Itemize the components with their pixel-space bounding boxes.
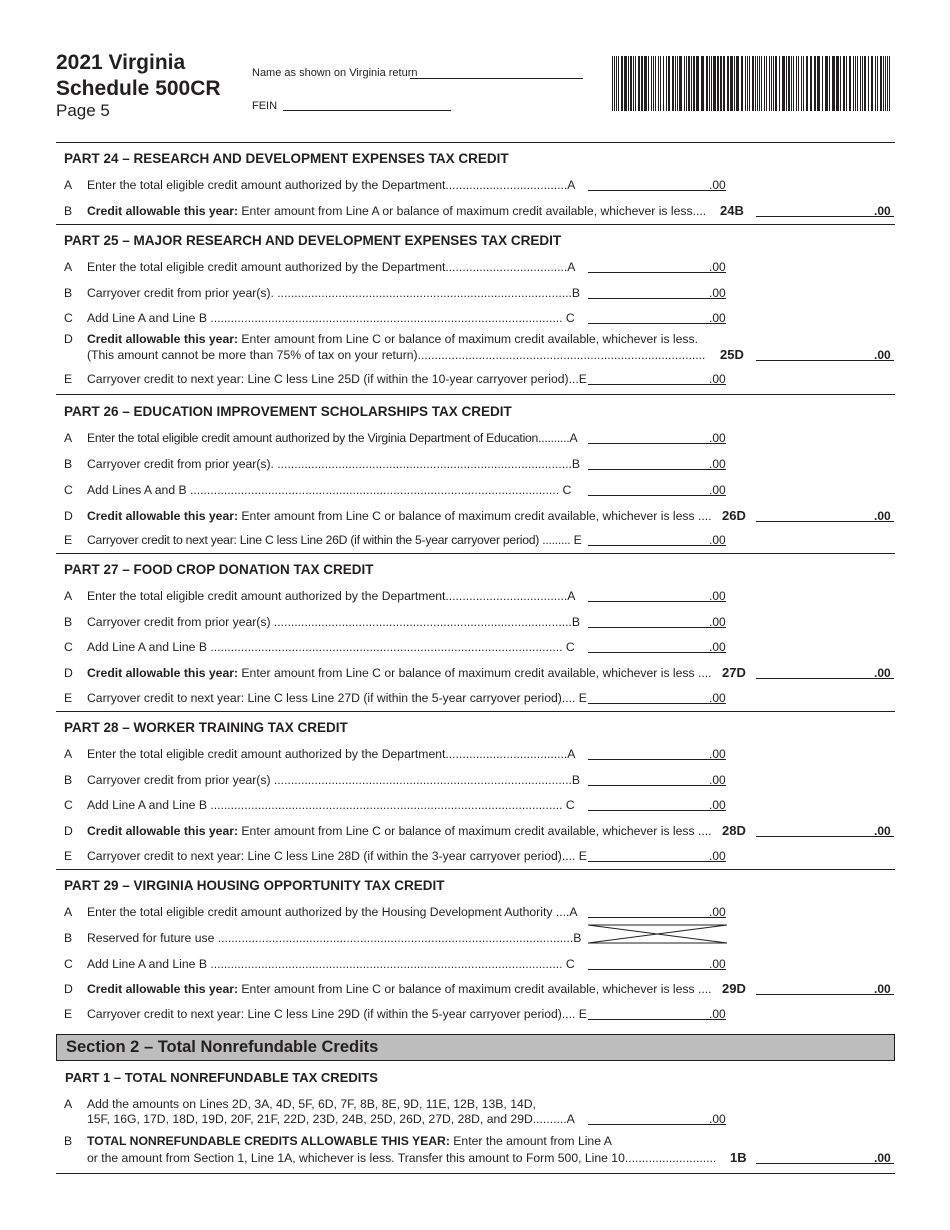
barcode-bar: [771, 56, 772, 111]
part28-title: PART 28 – WORKER TRAINING TAX CREDIT: [64, 720, 348, 735]
barcode-bar: [655, 56, 656, 111]
divider: [56, 224, 895, 225]
part25-e-field[interactable]: [588, 384, 726, 385]
barcode-bar: [860, 56, 861, 111]
barcode-bar: [717, 56, 719, 111]
fein-label: FEIN: [252, 100, 278, 112]
part26-line-c: C Add Lines A and B ............................................................................................................. C .00: [64, 483, 726, 497]
barcode-bar: [663, 56, 664, 111]
barcode-bar: [691, 56, 692, 111]
barcode-bar: [688, 56, 690, 111]
barcode-bar: [849, 56, 851, 111]
barcode-bar: [782, 56, 785, 111]
name-label: Name as shown on Virginia return: [252, 67, 418, 79]
part25-c-field[interactable]: [588, 323, 726, 324]
part28-line-e: E Carryover credit to next year: Line C less Line 28D (if within the 3-year carryover period).... E .00: [64, 849, 726, 863]
name-field[interactable]: [410, 78, 583, 79]
part27-line-d: D Credit allowable this year: Enter amount from Line C or balance of maximum credit available, whichever is less .... 27D .00: [64, 664, 895, 682]
barcode-bar: [720, 56, 722, 111]
barcode-bar: [618, 56, 619, 111]
barcode-bar: [798, 56, 799, 111]
barcode-bar: [764, 56, 765, 111]
barcode-bar: [755, 56, 756, 111]
divider: [56, 869, 895, 870]
part26-b-field[interactable]: [588, 469, 726, 470]
barcode-bar: [752, 56, 754, 111]
barcode-bar: [734, 56, 735, 111]
barcode-bar: [660, 56, 661, 111]
barcode-bar: [840, 56, 841, 111]
divider: [56, 553, 895, 554]
barcode-bar: [887, 56, 888, 111]
part28-line-a: A Enter the total eligible credit amount authorized by the Department....................................A .00: [64, 747, 726, 761]
barcode-bar: [711, 56, 712, 111]
part29-line-d: D Credit allowable this year: Enter amount from Line C or balance of maximum credit available, whichever is less .... 29D .00: [64, 980, 895, 998]
barcode-bar: [832, 56, 835, 111]
barcode-bar: [773, 56, 774, 111]
barcode-bar: [880, 56, 882, 111]
page-number: Page 5: [56, 101, 110, 120]
barcode-bar: [635, 56, 636, 111]
barcode-bar: [766, 56, 767, 111]
barcode-bar: [822, 56, 823, 111]
barcode-bar: [857, 56, 858, 111]
part28-e-field[interactable]: [588, 861, 726, 862]
part29-line-e: E Carryover credit to next year: Line C less Line 29D (if within the 5-year carryover period).... E .00: [64, 1007, 726, 1021]
barcode-bar: [803, 56, 804, 111]
barcode-bar: [759, 56, 760, 111]
part29-line-c: C Add Line A and Line B ........................................................................................................ C .00: [64, 957, 726, 971]
barcode-bar: [846, 56, 847, 111]
part28-line-c: C Add Line A and Line B ........................................................................................................ C .00: [64, 798, 726, 812]
barcode-bar: [668, 56, 670, 111]
barcode-bar: [624, 56, 627, 111]
barcode-bar: [761, 56, 762, 111]
barcode-bar: [801, 56, 802, 111]
barcode-bar: [877, 56, 878, 111]
barcode-bar: [747, 56, 748, 111]
part24-line-a: A Enter the total eligible credit amount authorized by the Department....................................A .00: [64, 178, 726, 192]
barcode-bar: [706, 56, 708, 111]
barcode-bar: [741, 56, 743, 111]
part26-line-e: E Carryover credit to next year: Line C less Line 26D (if within the 5-year carryover period) ......... E .00: [64, 533, 726, 547]
barcode-bar: [871, 56, 873, 111]
barcode-bar: [836, 56, 839, 111]
barcode-bar: [628, 56, 629, 111]
divider: [56, 711, 895, 712]
part26-e-field[interactable]: [588, 545, 726, 546]
part25-line-d-cont: (This amount cannot be more than 75% of tax on your return)..................................................................................... 25D .00: [64, 346, 895, 364]
part25-b-field[interactable]: [588, 298, 726, 299]
section2-header: [56, 1034, 895, 1061]
barcode-bar: [883, 56, 884, 111]
barcode-bar: [684, 56, 685, 111]
section2-a-field[interactable]: [588, 1124, 726, 1125]
barcode-bar: [796, 56, 797, 111]
barcode-bar: [672, 56, 674, 111]
part27-line-c: C Add Line A and Line B ........................................................................................................ C .00: [64, 640, 726, 654]
part28-line-d: D Credit allowable this year: Enter amount from Line C or balance of maximum credit available, whichever is less .... 28D .00: [64, 822, 895, 840]
divider: [56, 142, 895, 143]
barcode-bar: [868, 56, 869, 111]
barcode-bar: [745, 56, 746, 111]
part26-line-d: D Credit allowable this year: Enter amount from Line C or balance of maximum credit available, whichever is less .... 26D .00: [64, 507, 895, 525]
barcode-bar: [644, 56, 647, 111]
barcode-bar: [769, 56, 770, 111]
part24-title: PART 24 – RESEARCH AND DEVELOPMENT EXPENSES TAX CREDIT: [64, 151, 509, 166]
barcode-bar: [889, 56, 890, 111]
part25-title: PART 25 – MAJOR RESEARCH AND DEVELOPMENT EXPENSES TAX CREDIT: [64, 233, 562, 248]
section2-line-b: B TOTAL NONREFUNDABLE CREDITS ALLOWABLE THIS YEAR: Enter the amount from Line A: [64, 1134, 612, 1148]
barcode-bar: [855, 56, 856, 111]
barcode-bar: [658, 56, 659, 111]
barcode-bar: [633, 56, 634, 111]
barcode-bar: [666, 56, 667, 111]
part29-line-a: A Enter the total eligible credit amount authorized by the Housing Development Authority ....A .00: [64, 905, 726, 919]
section2-line-b-cont: or the amount from Section 1, Line 1A, whichever is less. Transfer this amount to Form 500, Line 10........................... 1B .00: [64, 1149, 895, 1167]
part25-a-field[interactable]: [588, 272, 726, 273]
part25-line-c: C Add Line A and Line B ........................................................................................................ C .00: [64, 311, 726, 325]
barcode-bar: [793, 56, 794, 111]
barcode-bar: [616, 56, 617, 111]
part27-e-field[interactable]: [588, 703, 726, 704]
divider: [56, 1173, 895, 1174]
part28-a-field[interactable]: [588, 759, 726, 760]
barcode-bar: [709, 56, 710, 111]
part25-line-a: A Enter the total eligible credit amount authorized by the Department....................................A .00: [64, 260, 726, 274]
part25-line-d: D Credit allowable this year: Enter amount from Line C or balance of maximum credit available, whichever is less.: [64, 332, 698, 346]
barcode-bar: [853, 56, 854, 111]
barcode-bar: [862, 56, 863, 111]
part27-line-e: E Carryover credit to next year: Line C less Line 27D (if within the 5-year carryover period).... E .00: [64, 691, 726, 705]
barcode-bar: [675, 56, 676, 111]
barcode-bar: [686, 56, 687, 111]
barcode-bar: [723, 56, 725, 111]
barcode-bar: [779, 56, 780, 111]
barcode-bar: [653, 56, 654, 111]
barcode-bar: [701, 56, 704, 111]
section2-part1-title: PART 1 – TOTAL NONREFUNDABLE TAX CREDITS: [65, 1070, 378, 1085]
barcode-bar: [727, 56, 729, 111]
part29-c-field[interactable]: [588, 969, 726, 970]
barcode-bar: [757, 56, 758, 111]
part27-title: PART 27 – FOOD CROP DONATION TAX CREDIT: [64, 562, 374, 577]
part27-line-b: B Carryover credit from prior year(s) ........................................................................................B .00: [64, 615, 726, 629]
barcode-bar: [648, 56, 649, 111]
barcode-bar: [875, 56, 876, 111]
part27-b-field[interactable]: [588, 627, 726, 628]
barcode-bar: [612, 56, 613, 111]
barcode-bar: [736, 56, 739, 111]
barcode-bar: [638, 56, 640, 111]
part26-title: PART 26 – EDUCATION IMPROVEMENT SCHOLARSHIPS TAX CREDIT: [64, 404, 512, 419]
barcode-bar: [814, 56, 816, 111]
part26-c-field[interactable]: [588, 495, 726, 496]
part24-line-b: B Credit allowable this year: Enter amount from Line A or balance of maximum credit available, whichever is less.... 24B .00: [64, 202, 895, 220]
part27-a-field[interactable]: [588, 601, 726, 602]
barcode-bar: [864, 56, 866, 111]
barcode-bar: [614, 56, 615, 111]
barcode-image: [610, 56, 894, 111]
barcode-bar: [651, 56, 652, 111]
barcode-bar: [810, 56, 812, 111]
part26-line-b: B Carryover credit from prior year(s). .......................................................................................B .00: [64, 457, 726, 471]
barcode-bar: [825, 56, 828, 111]
barcode-bar: [693, 56, 695, 111]
barcode-bar: [806, 56, 808, 111]
part26-line-a: A Enter the total eligible credit amount authorized by the Virginia Department of Education..........A .00: [64, 431, 726, 445]
barcode-bar: [679, 56, 682, 111]
part29-e-field[interactable]: [588, 1019, 726, 1020]
barcode-bar: [749, 56, 750, 111]
part28-b-field[interactable]: [588, 785, 726, 786]
barcode-bar: [786, 56, 787, 111]
part25-line-e: E Carryover credit to next year: Line C less Line 25D (if within the 10-year carryover period)...E .00: [64, 372, 726, 386]
part24-a-field[interactable]: [588, 190, 726, 191]
barcode-bar: [885, 56, 886, 111]
part25-line-b: B Carryover credit from prior year(s). .......................................................................................B .00: [64, 286, 726, 300]
barcode-bar: [730, 56, 733, 111]
barcode-bar: [791, 56, 792, 111]
barcode-bar: [788, 56, 790, 111]
barcode-bar: [621, 56, 623, 111]
part27-c-field[interactable]: [588, 652, 726, 653]
barcode-bar: [829, 56, 830, 111]
section2-title: Section 2 – Total Nonrefundable Credits: [66, 1038, 379, 1056]
part27-line-a: A Enter the total eligible credit amount authorized by the Department....................................A .00: [64, 589, 726, 603]
barcode-bar: [630, 56, 632, 111]
fein-field[interactable]: [283, 110, 451, 111]
divider: [56, 394, 895, 395]
section2-line-a: A Add the amounts on Lines 2D, 3A, 4D, 5F, 6D, 7F, 8B, 8E, 9D, 11E, 12B, 13B, 14D,: [64, 1097, 536, 1111]
barcode-bar: [775, 56, 777, 111]
barcode-bar: [713, 56, 716, 111]
barcode-bar: [696, 56, 699, 111]
barcode-bar: [817, 56, 820, 111]
part28-line-b: B Carryover credit from prior year(s) ........................................................................................B .00: [64, 773, 726, 787]
part29-title: PART 29 – VIRGINIA HOUSING OPPORTUNITY TAX CREDIT: [64, 878, 445, 893]
reserved-crossed-field: [588, 918, 728, 946]
part28-c-field[interactable]: [588, 810, 726, 811]
form-title: 2021 Virginia Schedule 500CR: [56, 51, 221, 100]
section2-line-a-cont: 15F, 16G, 17D, 18D, 19D, 20F, 21F, 22D, 23D, 24B, 25D, 26D, 27D, 28D, and 29D..........A .00: [87, 1112, 726, 1126]
barcode-bar: [843, 56, 845, 111]
barcode-bar: [677, 56, 678, 111]
barcode-bar: [641, 56, 643, 111]
part26-a-field[interactable]: [588, 443, 726, 444]
part29-line-b: B Reserved for future use .........................................................................................................B: [64, 929, 895, 947]
